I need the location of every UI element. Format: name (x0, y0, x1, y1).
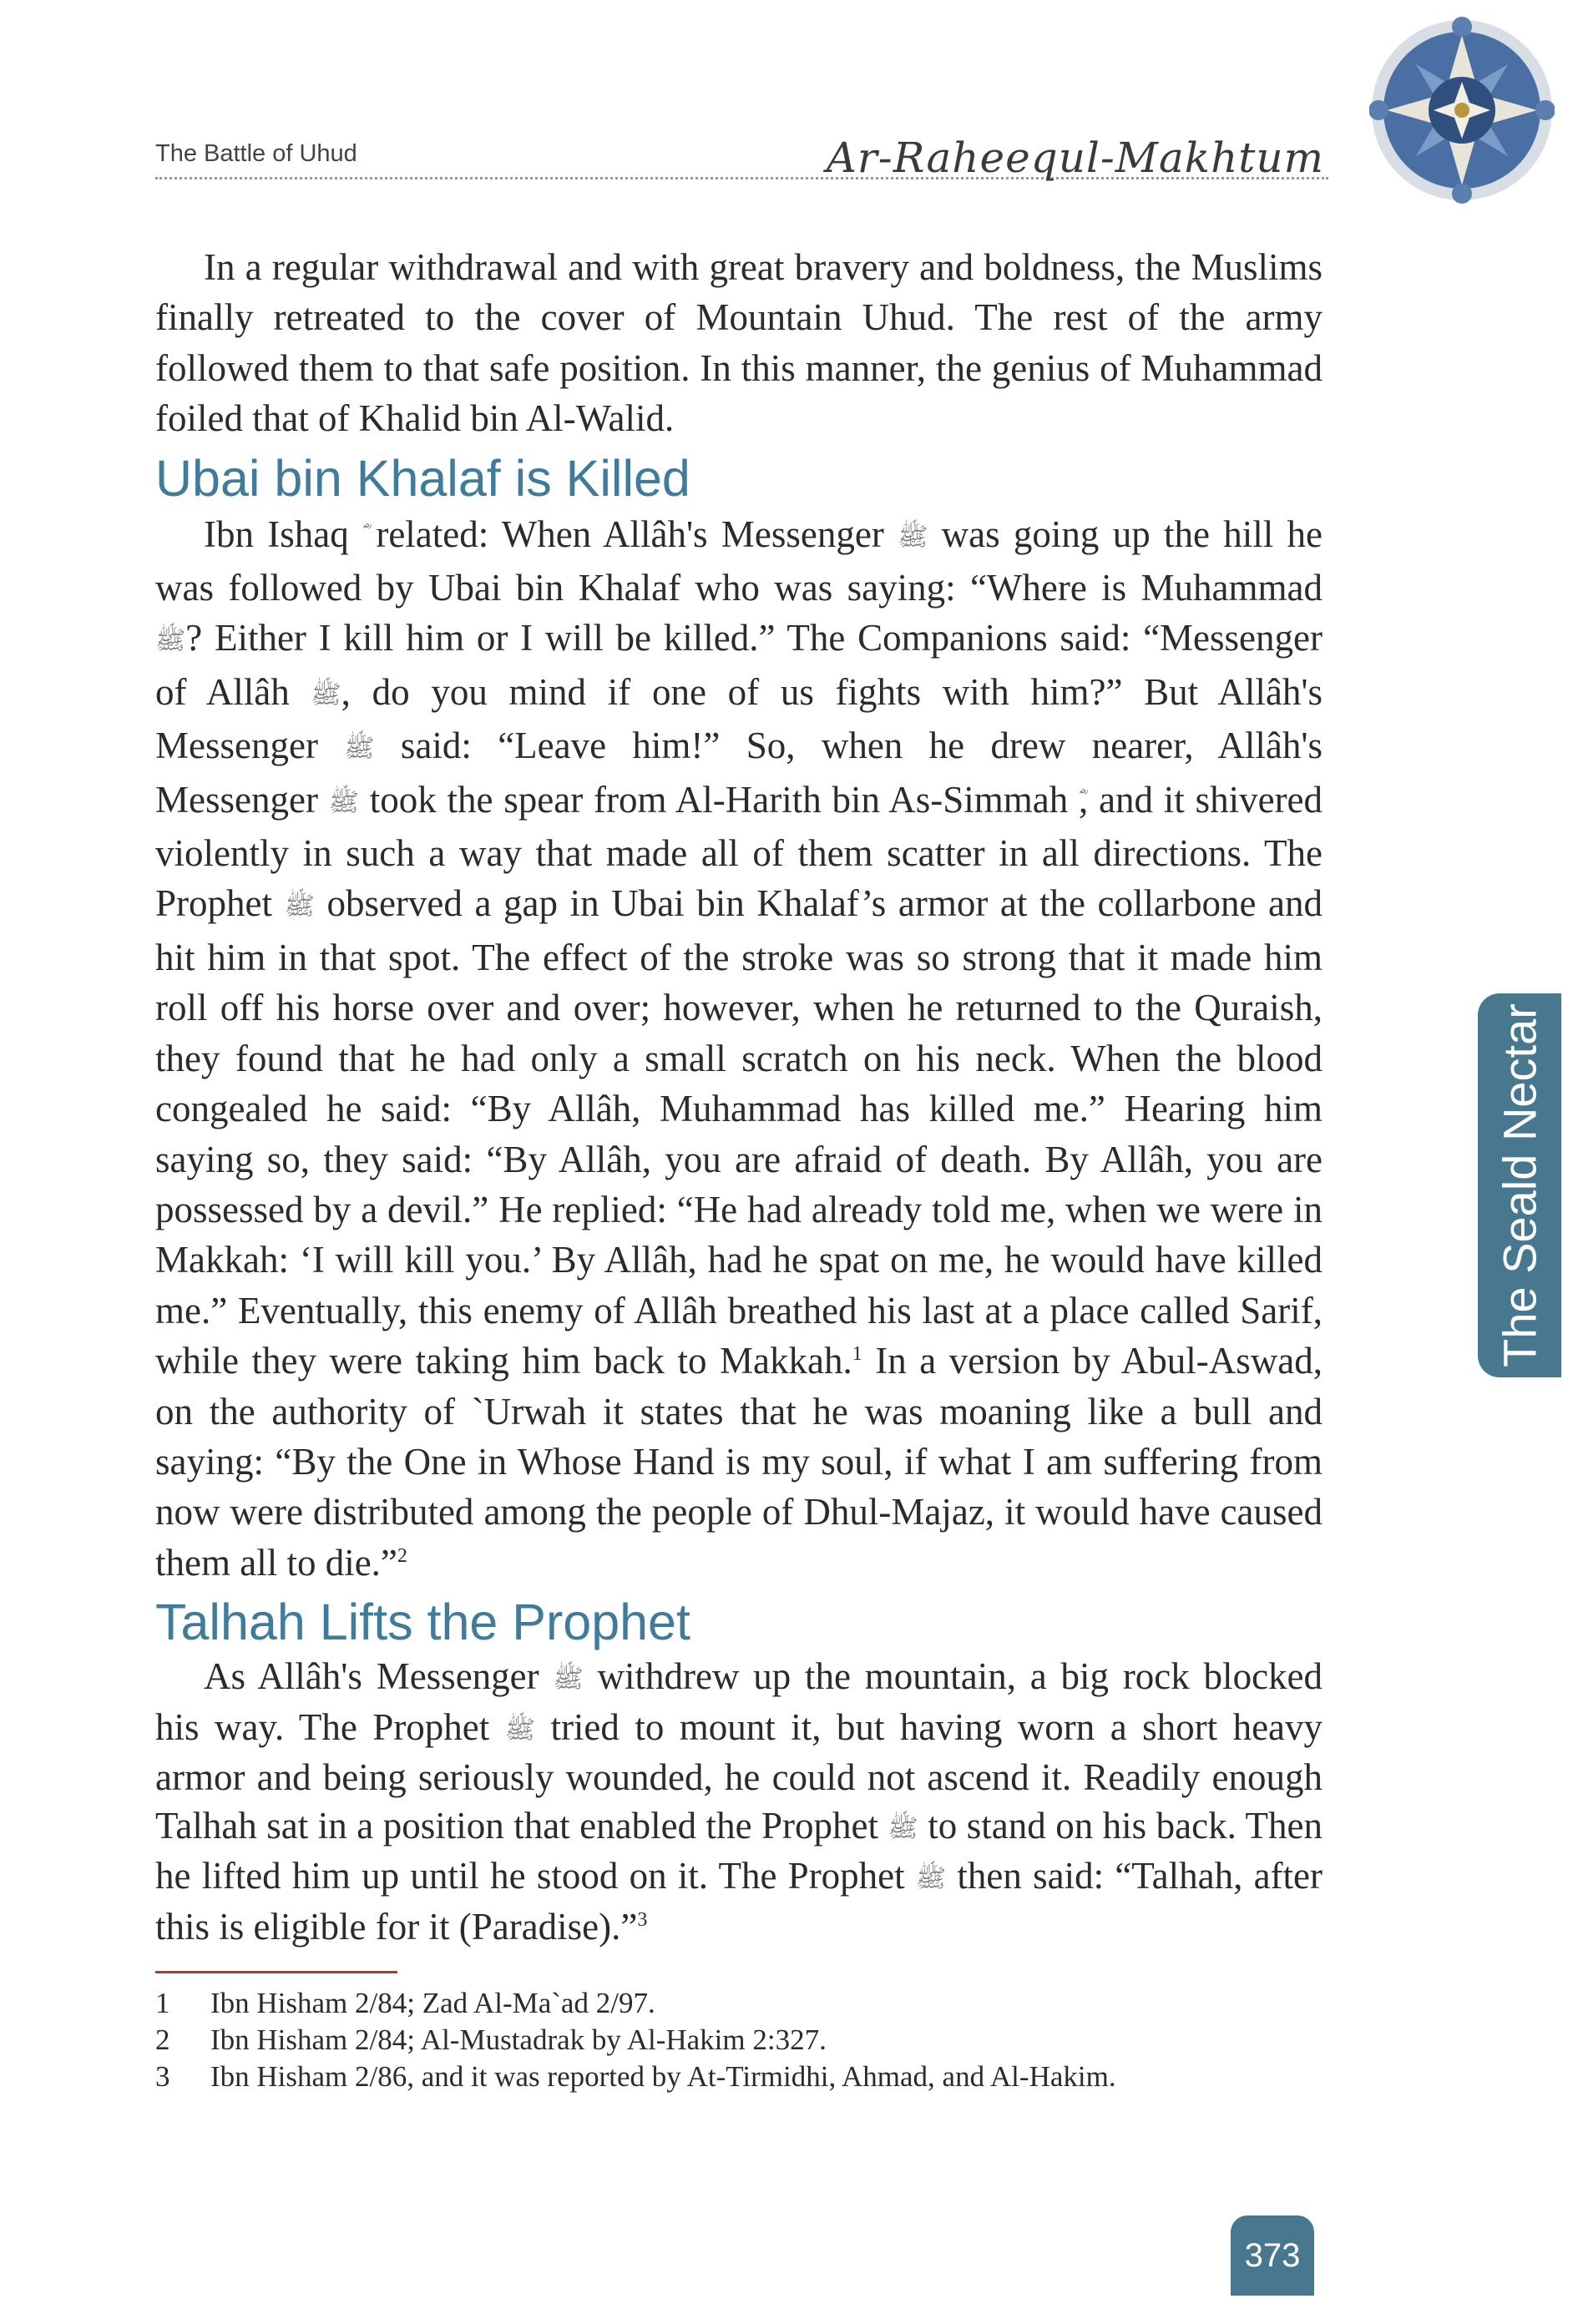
honorific-symbol-icon: ﷺ (328, 788, 359, 816)
honorific-symbol-icon: ﷺ (155, 627, 186, 655)
running-header-chapter: The Battle of Uhud (155, 140, 357, 167)
text-run: took the spear from Al-Harith bin As-Simmah (369, 778, 1069, 821)
footnote-ref: 2 (397, 1544, 407, 1567)
footnote-item (155, 2059, 1323, 2095)
footnotes (155, 1985, 1323, 2095)
text-run: As Allâh's Messenger (204, 1655, 539, 1698)
paragraph-withdrawal: In a regular withdrawal and with great bravery and boldness, the Muslims finally retreated to the cover of Mountain Uhud. The rest of the army followed them to that safe position. In this manner, the genius of Muhammad foiled that of Khalid bin Al-Walid. (155, 246, 1323, 440)
honorific-symbol-icon: ﷺ (898, 523, 928, 551)
text-run: related: When Allâh's Messenger (376, 513, 884, 555)
text-run: ? Either I kill him or I will be killed.” The Companions said: “Messenger of Allâh (155, 617, 1323, 713)
text-run: observed a gap in Ubai bin Khalaf’s armor at the collarbone and hit him in that spot. The effect of the stroke was so strong that it made him roll off his horse over and over; however, when he returned to the Quraish, they found that he had only a small scratch on his neck. When the blood congealed he said: “By Allâh, Muhammad has killed me.” Hearing him saying so, they said: “By Allâh, you are afraid of death. By Allâh, you are possessed by a devil.” He replied: “He had already told me, when we were in Makkah: ‘I will kill you.’ By Allâh, had he spat on me, he would have killed me.” Eventually, this enemy of Allâh breathed his last at a place called Sarif, while they were taking him back to Makkah. (155, 882, 1323, 1382)
page-number: 373 (1231, 2215, 1314, 2296)
footnote-number: 1 (155, 1987, 170, 2020)
footnote-number: 3 (155, 2060, 170, 2094)
honorific-symbol-icon: ﷺ (553, 1665, 584, 1694)
paragraph-talhah (155, 1653, 1323, 1951)
honorific-symbol-icon: ﷺ (344, 735, 375, 763)
footnote-item (155, 1985, 1323, 2022)
text-run: , and it shivered violently in such a way that made all of them scatter in all directions. The Prophet (155, 778, 1323, 925)
honorific-symbol-icon: ﷺ (888, 1814, 918, 1842)
text-run: In a version by Abul-Aswad, on the authority of `Urwah it states that he was moaning like a bull and saying: “By the One in Whose Hand is my soul, if what I am suffering from now were distributed among the people of Dhul-Majaz, it would have caused them all to die.” (155, 1340, 1323, 1584)
text-run: then said: “Talhah, after this is eligible for it (Paradise).” (155, 1855, 1323, 1948)
footnote-ref: 3 (637, 1908, 648, 1931)
honorific-symbol-icon: ﷺ (915, 1865, 947, 1893)
footnote-ref: 1 (852, 1343, 862, 1366)
ornament-rosette-icon (1369, 12, 1555, 209)
footnote-text: Ibn Hisham 2/84; Al-Mustadrak by Al-Hakim 2:327. (210, 2023, 827, 2057)
page-body (155, 242, 1323, 2095)
honorific-symbol-icon: ﷺ (311, 680, 341, 709)
section-heading-ubai: Ubai bin Khalaf is Killed (155, 449, 690, 507)
text-run: withdrew up the mountain, a big rock blocked his way. The Prophet (155, 1655, 1323, 1748)
section-heading-talhah: Talhah Lifts the Prophet (155, 1594, 690, 1651)
honorific-symbol-icon: ﷺ (504, 1715, 535, 1744)
footnote-rule (155, 1971, 397, 1973)
book-title-side-tab (1478, 993, 1561, 1377)
footnote-text: Ibn Hisham 2/86, and it was reported by At-Tirmidhi, Ahmad, and Al-Hakim. (210, 2060, 1116, 2094)
text-run: to stand on his back. Then he lifted him up until he stood on it. The Prophet (155, 1804, 1323, 1897)
text-run: was going up the hill he was followed by Ubai bin Khalaf who was saying: “Where is Muhammad (155, 513, 1323, 609)
text-run: Ibn Ishaq (204, 513, 349, 555)
paragraph-ubai (155, 509, 1323, 1589)
footnote-number: 2 (155, 2023, 170, 2057)
text-run: said: “Leave him!” So, when he drew nearer, Allâh's Messenger (155, 725, 1323, 821)
running-header-book-title: Ar-Raheequl-Makhtum (826, 134, 1324, 182)
text-run: , do you mind if one of us fights with him?” But Allâh's Messenger (155, 670, 1323, 767)
footnote-text: Ibn Hisham 2/84; Zad Al-Ma`ad 2/97. (210, 1987, 655, 2020)
side-tab-label: The Seald Nectar (1493, 1003, 1546, 1367)
footnote-item (155, 2022, 1323, 2059)
honorific-symbol-icon: ﷺ (284, 892, 315, 921)
text-run: tried to mount it, but having worn a short heavy armor and being seriously wounded, he could not ascend it. Readily enough Talhah sat in a position that enabled the Prophet (155, 1705, 1323, 1847)
